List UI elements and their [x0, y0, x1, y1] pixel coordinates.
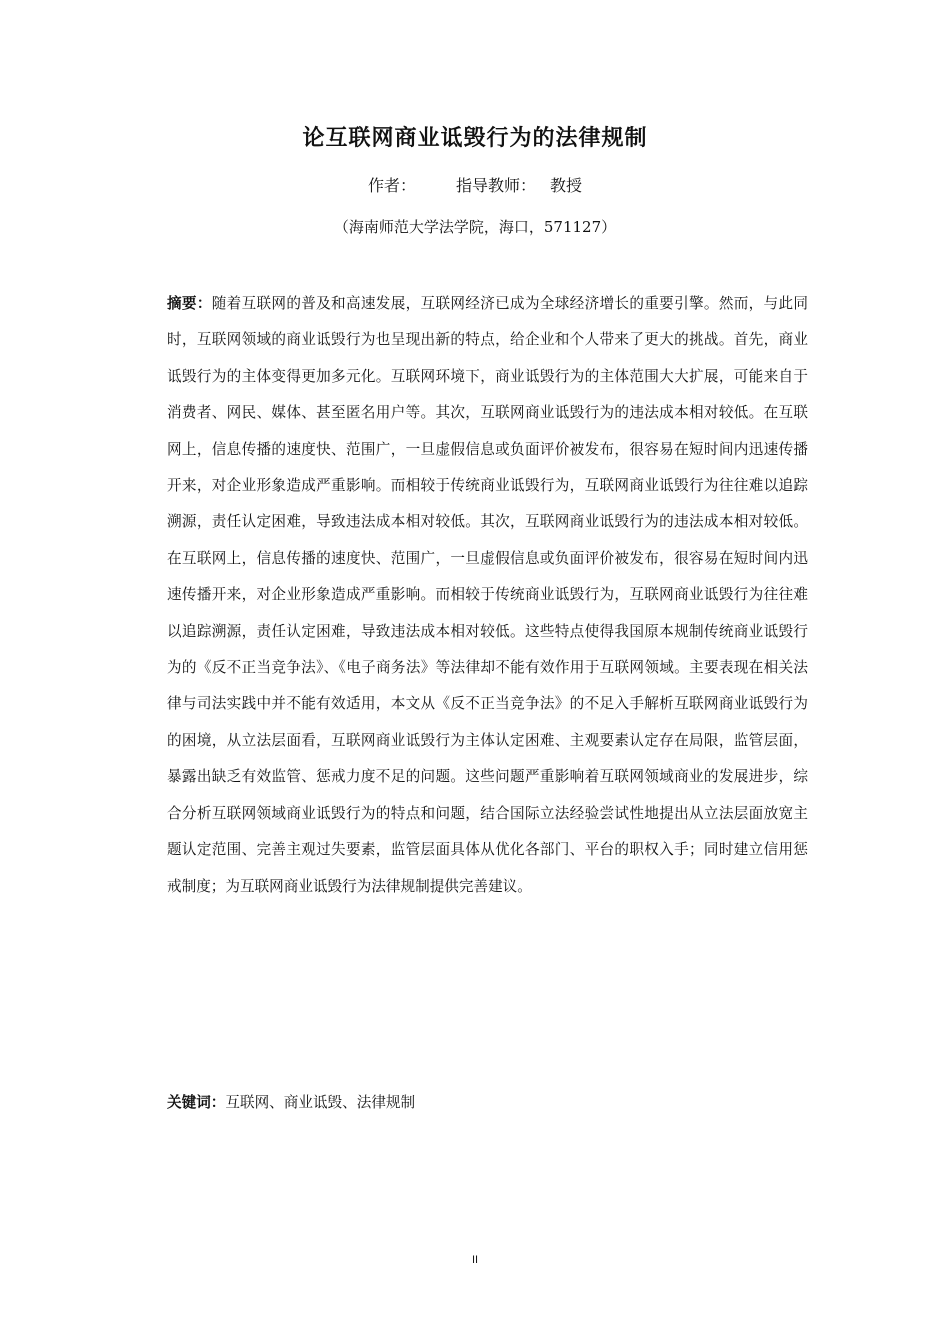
advisor-label: 指导教师：	[455, 176, 536, 195]
author-line	[0, 172, 950, 200]
author-label: 作者：	[367, 176, 416, 195]
advisor-title: 教授	[550, 176, 583, 195]
keywords-label: 关键词：	[167, 1094, 226, 1111]
affiliation: （海南师范大学法学院，海口，571127）	[333, 218, 617, 236]
abstract-text: 随着互联网的普及和高速发展，互联网经济已成为全球经济增长的重要引擎。然而，与此同时，互联网领域的商业诋毁行为也呈现出新的特点，给企业和个人带来了更大的挑战。首先，商业诋毁行为的主体变得更加多元化。互联网环境下，商业诋毁行为的主体范围大大扩展，可能来自于消费者、网民、媒体、甚至匿名用户等。其次，互联网商业诋毁行为的违法成本相对较低。在互联网上，信息传播的速度快、范围广，一旦虚假信息或负面评价被发布，很容易在短时间内迅速传播开来，对企业形象造成严重影响。而相较于传统商业诋毁行为，互联网商业诋毁行为往往难以追踪溯源，责任认定困难，导致违法成本相对较低。其次，互联网商业诋毁行为的违法成本相对较低。在互联网上，信息传播的速度快、范围广，一旦虚假信息或负面评价被发布，很容易在短时间内迅速传播开来，对企业形象造成严重影响。而相较于传统商业诋毁行为，互联网商业诋毁行为往往难以追踪溯源，责任认定困难，导致违法成本相对较低。这些特点使得我国原本规制传统商业诋毁行为的《反不正当竞争法》、《电子商务法》等法律却不能有效作用于互联网领域。主要表现在相关法律与司法实践中并不能有效适用，本文从《反不正当竞争法》的不足入手解析互联网商业诋毁行为的困境，从立法层面看，互联网商业诋毁行为主体认定困难、主观要素认定存在局限，监管层面，暴露出缺乏有效监管、惩戒力度不足的问题。这些问题严重影响着互联网领域商业的发展进步，综合分析互联网领域商业诋毁行为的特点和问题，结合国际立法经验尝试性地提出从立法层面放宽主题认定范围、完善主观过失要素，监管层面具体从优化各部门、平台的职权入手；同时建立信用惩戒制度；为互联网商业诋毁行为法律规制提供完善建议。	[167, 295, 808, 895]
keywords-line	[167, 1088, 808, 1118]
page-number: II	[471, 1254, 479, 1266]
keywords-text: 互联网、商业诋毁、法律规制	[225, 1094, 416, 1111]
abstract-paragraph	[167, 286, 808, 905]
abstract-label: 摘要：	[167, 295, 212, 312]
paper-title: 论互联网商业诋毁行为的法律规制	[302, 126, 648, 151]
